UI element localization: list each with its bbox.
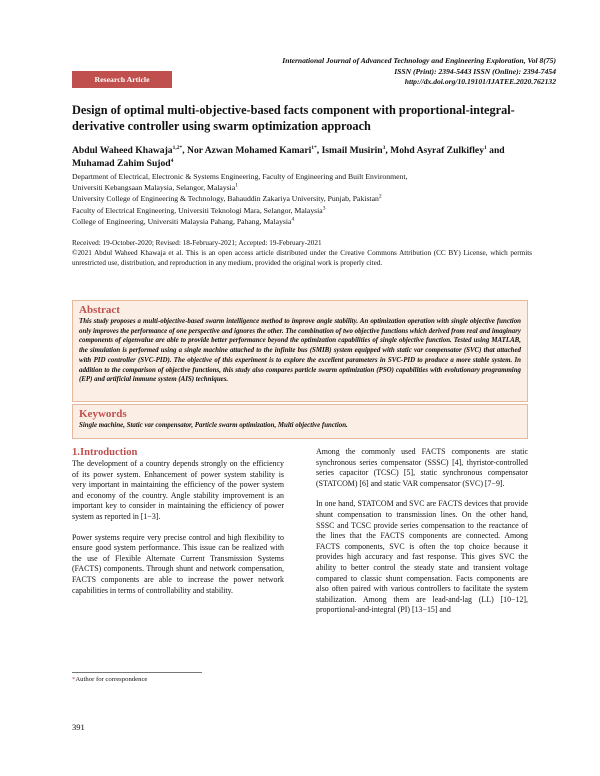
affiliation-text: University College of Engineering & Technology, Bahauddin Zakariya University, Punjab, Pakistan xyxy=(72,194,379,204)
author-list xyxy=(72,145,532,170)
paragraph: The development of a country depends strongly on the efficiency of its power system. Enhancement of power system stability is very important in maintaining the efficiency of the power system and economy of the country. Angle stability improvement is an important key to consider in maintaining the efficiency of power system as reported in [1−3]. xyxy=(72,459,284,521)
author-affiliation-mark: 1 xyxy=(484,144,487,151)
page-number: 391 xyxy=(72,722,85,732)
keywords-box xyxy=(72,404,528,439)
keywords-text: Single machine, Static var compensator, Particle swarm optimization, Multi objective function. xyxy=(79,422,348,429)
footnote xyxy=(72,676,147,683)
journal-doi[interactable]: http://dx.doi.org/10.19101/IJATEE.2020.762132 xyxy=(404,77,556,86)
received-dates: Received: 19-October-2020; Revised: 18-February-2021; Accepted: 19-February-2021 xyxy=(72,239,322,247)
right-column xyxy=(316,447,528,626)
keywords-heading: Keywords xyxy=(79,408,127,420)
affiliation-line xyxy=(72,182,532,193)
author-affiliation-mark: 1,2* xyxy=(172,144,183,151)
affiliation-text: Department of Electrical, Electronic & Systems Engineering, Faculty of Engineering and Built Environment, xyxy=(72,172,408,181)
affiliation-list xyxy=(72,171,532,227)
affiliation-text: Universiti Kebangsaan Malaysia, Selangor, Malaysia xyxy=(72,183,236,193)
author-name: Abdul Waheed Khawaja xyxy=(72,145,173,156)
affiliation-line xyxy=(72,193,532,204)
affiliation-mark: 3 xyxy=(322,205,326,212)
affiliation-mark: 2 xyxy=(378,193,382,200)
author-name: Mohd Asyraf Zulkifley xyxy=(390,145,484,156)
footnote-text: Author for correspondence xyxy=(75,676,148,683)
affiliation-line xyxy=(72,216,532,227)
affiliation-mark: 4 xyxy=(291,216,295,223)
affiliation-text: College of Engineering, Universiti Malaysia Pahang, Pahang, Malaysia xyxy=(72,216,292,226)
license-statement: ©2021 Abdul Waheed Khawaja et al. This is an open access article distributed under the Creative Commons Attribution (CC BY) License, which permits unrestricted use, distribution, and reproduction in any medium, provided the original work is properly cited. xyxy=(72,248,532,267)
author-affiliation-mark: 4 xyxy=(170,157,174,164)
article-type-badge: Research Article xyxy=(72,71,172,88)
abstract-box xyxy=(72,300,528,402)
footnote-star: * xyxy=(72,676,76,683)
article-dates xyxy=(72,239,532,268)
author-name: Nor Azwan Mohamed Kamari xyxy=(187,145,312,156)
journal-header xyxy=(136,56,556,88)
abstract-heading: Abstract xyxy=(79,304,120,316)
left-column xyxy=(72,447,284,606)
affiliation-line xyxy=(72,205,532,216)
author-separator: , xyxy=(316,145,322,156)
journal-issn: ISSN (Print): 2394-5443 ISSN (Online): 2394-7454 xyxy=(394,66,556,76)
author-name: Ismail Musirin xyxy=(321,145,383,156)
author-separator: , xyxy=(182,145,188,156)
author-name: Muhamad Zahim Sujod xyxy=(72,157,171,169)
author-affiliation-mark: 1* xyxy=(311,144,317,151)
paper-title: Design of optimal multi-objective-based facts component with proportional-integral-derivative controller using swarm optimization approach xyxy=(72,103,515,133)
author-separator: and xyxy=(486,145,505,156)
section-heading-introduction: 1.Introduction xyxy=(72,447,138,458)
paragraph: Among the commonly used FACTS components are static synchronous series compensator (SSSC) [4], thyristor-controlled series capacitor (TCSC) [5], static synchronous compensator (STATCOM) [6] and static VAR compensator (SVC) [7−9]. xyxy=(316,447,528,488)
author-affiliation-mark: 3 xyxy=(382,144,386,151)
footnote-divider xyxy=(72,672,202,673)
affiliation-line xyxy=(72,171,532,182)
affiliation-mark: 1 xyxy=(235,182,238,189)
paragraph: Power systems require very precise control and high flexibility to ensure good system performance. This issue can be realized with the use of Flexible Alternate Current Transmission Systems (FACTS) components. Through shunt and network compensation, FACTS components are able to increase the power network capabilities in terms of controllability and stability. xyxy=(72,532,284,595)
author-separator: , xyxy=(385,145,391,156)
paragraph: In one hand, STATCOM and SVC are FACTS devices that provide shunt compensation to transmission lines. On the other hand, SSSC and TCSC provide series compensation to the reactance of the lines that the FACTS components are connected. Among FACTS components, SVC is often the top choice because it provides high accuracy and fast response. This gives SVC the ability to better control the steady state and transient voltage compared to classic shunt compensation. Facts components are also often paired with various controllers to facilitate the system stabilization. Among them are lead-and-lag (LL) [10−12], proportional-and-integral (PI) [13−15] and xyxy=(316,499,528,615)
affiliation-text: Faculty of Electrical Engineering, Universiti Teknologi Mara, Selangor, Malaysia xyxy=(72,205,323,215)
abstract-text: This study proposes a multi-objective-based swarm intelligence method to improve angle stability. An optimization operation with single objective function only improves the performance of one perspective and ignores the other. The combination of two objective functions which derived from real and imaginary components of eigenvalue are able to provide better performance beyond the optimization capabilities of single objective function. Tested using MATLAB, the simulation is performed using a single machine attached to the infinite bus (SMIB) system equipped with static var compensator (SVC) that attached with PID controller (SVC-PID). The objective of this experiment is to explore the excellent parameters in SVC-PID to produce a more stable system. In addition to the comparison of objective functions, this study also compares particle swarm optimization (PSO) capabilities with evolutionary programming (EP) and artificial immune system (AIS) techniques. xyxy=(79,318,521,384)
journal-name: International Journal of Advanced Technology and Engineering Exploration, Vol 8(75) xyxy=(282,56,556,65)
